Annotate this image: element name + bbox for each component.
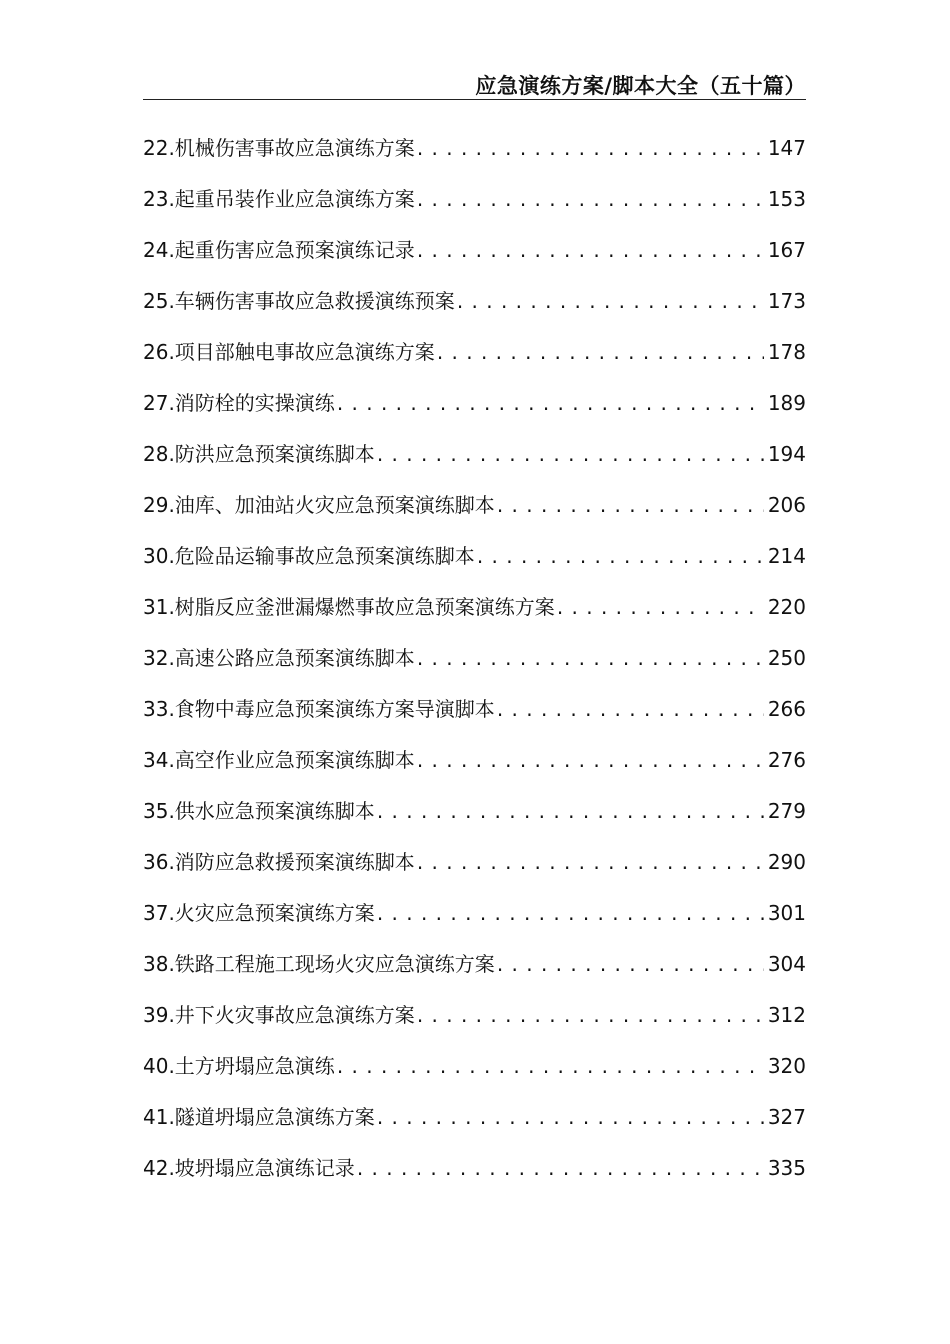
toc-entry-title: 30.危险品运输事故应急预案演练脚本 bbox=[143, 543, 475, 568]
toc-page-number: 276 bbox=[766, 741, 806, 779]
toc-dot-leader bbox=[497, 945, 764, 983]
toc-entry[interactable] bbox=[143, 836, 806, 887]
toc-entry[interactable] bbox=[143, 275, 806, 326]
toc-entry[interactable] bbox=[143, 581, 806, 632]
toc-entry[interactable] bbox=[143, 1142, 806, 1193]
toc-dot-leader bbox=[557, 588, 764, 626]
toc-dot-leader bbox=[377, 435, 764, 473]
toc-page-number: 178 bbox=[766, 333, 806, 371]
toc-entry-title: 31.树脂反应釜泄漏爆燃事故应急预案演练方案 bbox=[143, 594, 555, 619]
toc-entry-title: 39.井下火灾事故应急演练方案 bbox=[143, 1002, 415, 1027]
toc-page-number: 250 bbox=[766, 639, 806, 677]
toc-entry[interactable] bbox=[143, 632, 806, 683]
toc-dot-leader bbox=[417, 129, 764, 167]
toc-dot-leader bbox=[417, 180, 764, 218]
toc-dot-leader bbox=[377, 792, 764, 830]
toc-dot-leader bbox=[497, 690, 764, 728]
toc-page-number: 153 bbox=[766, 180, 806, 218]
toc-page-number: 189 bbox=[766, 384, 806, 422]
toc-entry[interactable] bbox=[143, 785, 806, 836]
toc-entry-title: 29.油库、加油站火灾应急预案演练脚本 bbox=[143, 492, 495, 517]
toc-entry-title: 42.坡坍塌应急演练记录 bbox=[143, 1155, 355, 1180]
toc-entry-title: 25.车辆伤害事故应急救援演练预案 bbox=[143, 288, 455, 313]
toc-entry[interactable] bbox=[143, 734, 806, 785]
toc-entry[interactable] bbox=[143, 326, 806, 377]
toc-entry-title: 33.食物中毒应急预案演练方案导演脚本 bbox=[143, 696, 495, 721]
toc-entry-title: 41.隧道坍塌应急演练方案 bbox=[143, 1104, 375, 1129]
table-of-contents bbox=[143, 122, 806, 1193]
toc-page-number: 220 bbox=[766, 588, 806, 626]
toc-entry[interactable] bbox=[143, 530, 806, 581]
toc-page-number: 320 bbox=[766, 1047, 806, 1085]
toc-entry-title: 40.土方坍塌应急演练 bbox=[143, 1053, 335, 1078]
toc-entry-title: 37.火灾应急预案演练方案 bbox=[143, 900, 375, 925]
toc-entry[interactable] bbox=[143, 377, 806, 428]
toc-page-number: 312 bbox=[766, 996, 806, 1034]
page-header bbox=[143, 66, 806, 100]
toc-entry-title: 26.项目部触电事故应急演练方案 bbox=[143, 339, 435, 364]
toc-page-number: 167 bbox=[766, 231, 806, 269]
toc-page-number: 279 bbox=[766, 792, 806, 830]
toc-page-number: 147 bbox=[766, 129, 806, 167]
toc-entry-title: 36.消防应急救援预案演练脚本 bbox=[143, 849, 415, 874]
toc-dot-leader bbox=[337, 384, 764, 422]
toc-dot-leader bbox=[417, 843, 764, 881]
toc-page-number: 206 bbox=[766, 486, 806, 524]
toc-entry[interactable] bbox=[143, 989, 806, 1040]
toc-dot-leader bbox=[437, 333, 764, 371]
toc-dot-leader bbox=[377, 894, 764, 932]
toc-dot-leader bbox=[417, 231, 764, 269]
toc-dot-leader bbox=[337, 1047, 764, 1085]
toc-entry-title: 22.机械伤害事故应急演练方案 bbox=[143, 135, 415, 160]
toc-entry[interactable] bbox=[143, 479, 806, 530]
toc-entry-title: 24.起重伤害应急预案演练记录 bbox=[143, 237, 415, 262]
toc-page-number: 335 bbox=[766, 1149, 806, 1187]
toc-entry-title: 23.起重吊装作业应急演练方案 bbox=[143, 186, 415, 211]
toc-entry-title: 38.铁路工程施工现场火灾应急演练方案 bbox=[143, 951, 495, 976]
toc-page-number: 290 bbox=[766, 843, 806, 881]
toc-dot-leader bbox=[417, 639, 764, 677]
toc-page-number: 266 bbox=[766, 690, 806, 728]
toc-dot-leader bbox=[457, 282, 764, 320]
toc-page-number: 327 bbox=[766, 1098, 806, 1136]
toc-entry[interactable] bbox=[143, 122, 806, 173]
toc-dot-leader bbox=[357, 1149, 764, 1187]
toc-page-number: 214 bbox=[766, 537, 806, 575]
toc-dot-leader bbox=[417, 741, 764, 779]
toc-page-number: 301 bbox=[766, 894, 806, 932]
toc-entry[interactable] bbox=[143, 683, 806, 734]
header-title: 应急演练方案/脚本大全（五十篇） bbox=[475, 74, 806, 98]
toc-page-number: 304 bbox=[766, 945, 806, 983]
toc-entry[interactable] bbox=[143, 1040, 806, 1091]
toc-entry-title: 27.消防栓的实操演练 bbox=[143, 390, 335, 415]
toc-page-number: 173 bbox=[766, 282, 806, 320]
toc-entry[interactable] bbox=[143, 887, 806, 938]
toc-entry-title: 28.防洪应急预案演练脚本 bbox=[143, 441, 375, 466]
toc-entry[interactable] bbox=[143, 224, 806, 275]
toc-entry[interactable] bbox=[143, 428, 806, 479]
toc-dot-leader bbox=[497, 486, 764, 524]
toc-entry-title: 35.供水应急预案演练脚本 bbox=[143, 798, 375, 823]
toc-page-number: 194 bbox=[766, 435, 806, 473]
toc-entry[interactable] bbox=[143, 938, 806, 989]
toc-dot-leader bbox=[377, 1098, 764, 1136]
toc-dot-leader bbox=[477, 537, 764, 575]
toc-entry[interactable] bbox=[143, 1091, 806, 1142]
toc-entry-title: 34.高空作业应急预案演练脚本 bbox=[143, 747, 415, 772]
toc-dot-leader bbox=[417, 996, 764, 1034]
toc-entry-title: 32.高速公路应急预案演练脚本 bbox=[143, 645, 415, 670]
toc-entry[interactable] bbox=[143, 173, 806, 224]
